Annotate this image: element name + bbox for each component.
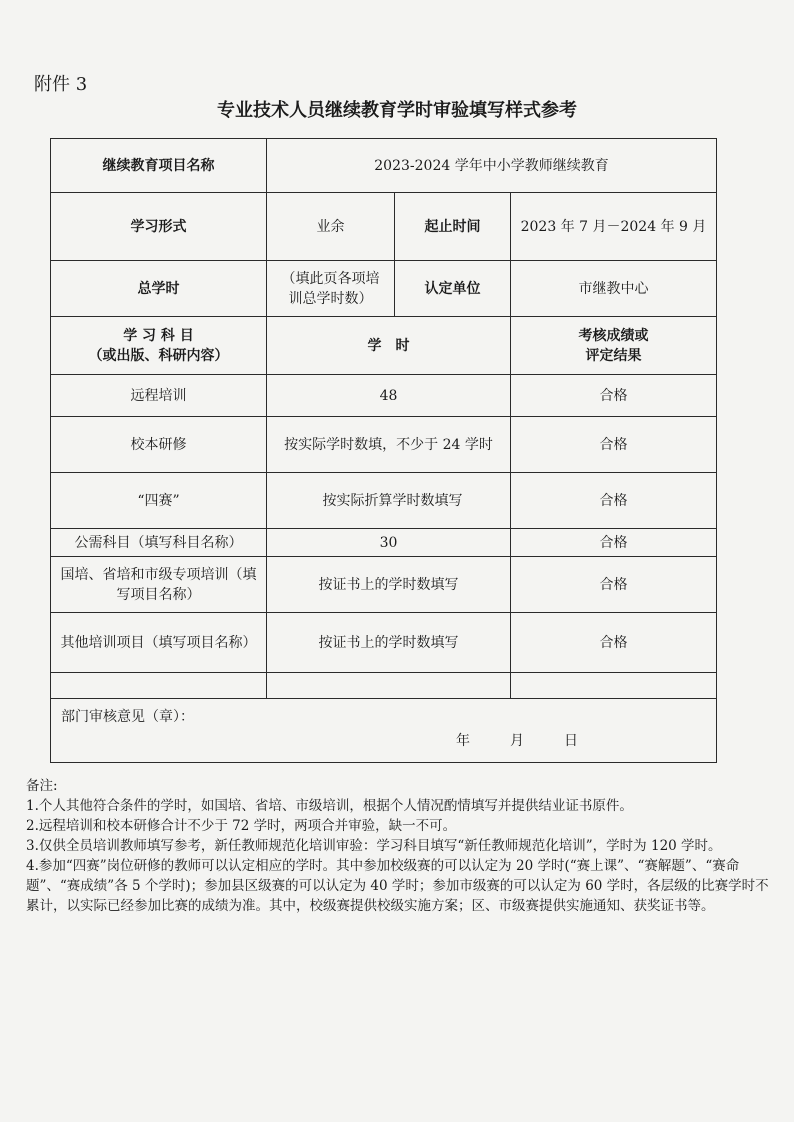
- row-hours: 48: [267, 375, 511, 417]
- hours-column-header: 学 时: [267, 317, 511, 375]
- period-value: 2023 年 7 月－2024 年 9 月: [511, 193, 717, 261]
- subject-header-line2: （或出版、科研内容）: [88, 347, 229, 364]
- table-row: [51, 375, 717, 417]
- review-day: 日: [564, 733, 578, 749]
- row-hours: 按实际学时数填，不少于 24 学时: [267, 417, 511, 473]
- row-subject: 国培、省培和市级专项培训（填写项目名称）: [51, 557, 267, 613]
- page-title: 专业技术人员继续教育学时审验填写样式参考: [217, 100, 577, 121]
- result-column-header: [511, 317, 717, 375]
- row-hours: 30: [267, 529, 511, 557]
- row-subject: 公需科目（填写科目名称）: [51, 529, 267, 557]
- row-result: 合格: [511, 473, 717, 529]
- row-hours-empty: [267, 673, 511, 699]
- attachment-label: 附件 3: [34, 74, 88, 95]
- study-mode-value: 业余: [267, 193, 395, 261]
- row-subject: 其他培训项目（填写项目名称）: [51, 613, 267, 673]
- row-hours: 按证书上的学时数填写: [267, 613, 511, 673]
- department-review-cell: [51, 699, 717, 763]
- subject-header-line1: 学 习 科 目: [123, 327, 194, 344]
- row-result: 合格: [511, 529, 717, 557]
- row-subject: “四赛”: [51, 473, 267, 529]
- table-row: [51, 473, 717, 529]
- study-mode-label: 学习形式: [51, 193, 267, 261]
- department-review-label: 部门审核意见（章）：: [61, 709, 194, 725]
- review-year: 年: [456, 733, 470, 749]
- row-result: 合格: [511, 613, 717, 673]
- row-hours: 按证书上的学时数填写: [267, 557, 511, 613]
- project-name-value: 2023-2024 学年中小学教师继续教育: [267, 139, 717, 193]
- table-row-empty: [51, 673, 717, 699]
- review-month: 月: [510, 733, 524, 749]
- result-header-line2: 评定结果: [585, 347, 642, 364]
- table-row: [51, 417, 717, 473]
- row-result: 合格: [511, 417, 717, 473]
- row-result: 合格: [511, 375, 717, 417]
- project-name-label: 继续教育项目名称: [51, 139, 267, 193]
- row-subject: 校本研修: [51, 417, 267, 473]
- notes-heading: 备注:: [26, 778, 58, 794]
- row-subject-empty: [51, 673, 267, 699]
- total-hours-value-line1: （填此页各项培: [281, 270, 380, 287]
- certifying-unit-value: 市继教中心: [511, 261, 717, 317]
- review-date: [456, 731, 618, 751]
- row-result: 合格: [511, 557, 717, 613]
- subject-column-header: [51, 317, 267, 375]
- row-result-empty: [511, 673, 717, 699]
- table-row: [51, 613, 717, 673]
- note-item-1: 1.个人其他符合条件的学时，如国培、省培、市级培训，根据个人情况酌情填写并提供结业证书原件。: [26, 798, 633, 814]
- table-row: [51, 529, 717, 557]
- review-form-table: [50, 138, 717, 763]
- notes-section: [26, 776, 776, 916]
- result-header-line1: 考核成绩或: [578, 327, 649, 344]
- certifying-unit-label: 认定单位: [395, 261, 511, 317]
- total-hours-label: 总学时: [51, 261, 267, 317]
- total-hours-value-line2: 训总学时数）: [288, 290, 373, 307]
- note-item-3: 3.仅供全员培训教师填写参考，新任教师规范化培训审验：学习科目填写“新任教师规范化培训”，学时为 120 学时。: [26, 838, 722, 854]
- total-hours-value: [267, 261, 395, 317]
- note-item-2: 2.远程培训和校本研修合计不少于 72 学时，两项合并审验，缺一不可。: [26, 818, 457, 834]
- row-subject: 远程培训: [51, 375, 267, 417]
- note-item-4: 4.参加“四赛”岗位研修的教师可以认定相应的学时。其中参加校级赛的可以认定为 20 学时(“赛上课”、“赛解题”、“赛命题”、“赛成绩”各 5 个学时)；参加县区级赛的可以认定为 40 学时；参加市级赛的可以认定为 60 学时，各层级的比赛学时不累计，以实际已经参加比赛的成绩为准。其中，校级赛提供校级实施方案；区、市级赛提供实施通知、获奖证书等。: [26, 858, 769, 914]
- row-hours: 按实际折算学时数填写: [267, 473, 511, 529]
- table-row: [51, 557, 717, 613]
- period-label: 起止时间: [395, 193, 511, 261]
